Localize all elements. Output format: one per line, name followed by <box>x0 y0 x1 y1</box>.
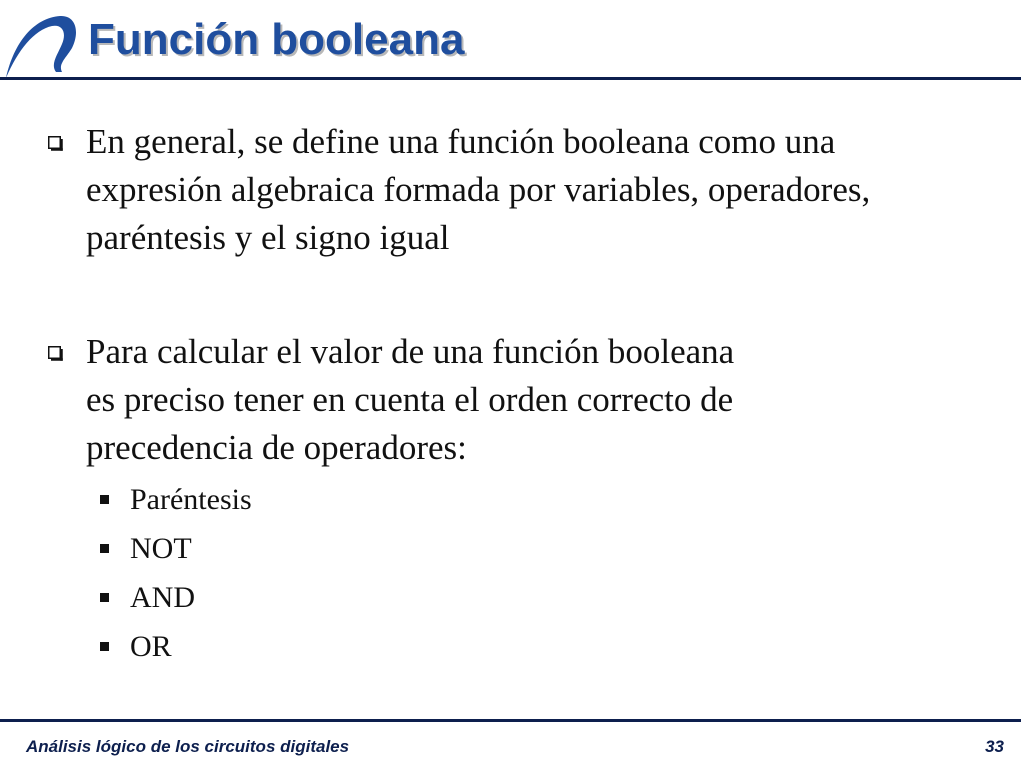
swoosh-logo-icon <box>4 12 78 80</box>
subitem-not <box>100 529 192 569</box>
subitem-parentheses <box>100 480 252 520</box>
bullet-precedence <box>48 328 988 472</box>
slide-title: Función booleana <box>88 15 465 64</box>
bullet-line: En general, se define una función booleana como una <box>86 122 836 161</box>
square-bullet-icon <box>100 593 109 602</box>
checkbox-bullet-icon <box>48 136 63 151</box>
bullet-text <box>86 118 988 262</box>
footer-divider <box>0 719 1021 722</box>
bullet-line: paréntesis y el signo igual <box>86 218 450 257</box>
square-bullet-icon <box>100 495 109 504</box>
subitem-label: OR <box>130 630 172 663</box>
bullet-text <box>86 328 988 472</box>
bullet-line: precedencia de operadores: <box>86 428 467 467</box>
checkbox-bullet-icon <box>48 346 63 361</box>
bullet-line: expresión algebraica formada por variables, operadores, <box>86 170 871 209</box>
square-bullet-icon <box>100 642 109 651</box>
bullet-line: es preciso tener en cuenta el orden correcto de <box>86 380 734 419</box>
bullet-line: Para calcular el valor de una función booleana <box>86 332 735 371</box>
square-bullet-icon <box>100 544 109 553</box>
subitem-label: NOT <box>130 532 192 565</box>
bullet-definition <box>48 118 988 262</box>
subitem-label: Paréntesis <box>130 483 252 516</box>
subitem-and <box>100 578 195 618</box>
page-number: 33 <box>985 737 1004 756</box>
title-divider <box>0 77 1021 80</box>
subitem-label: AND <box>130 581 195 614</box>
subitem-or <box>100 627 172 667</box>
footer-course-title: Análisis lógico de los circuitos digitales <box>26 737 350 756</box>
